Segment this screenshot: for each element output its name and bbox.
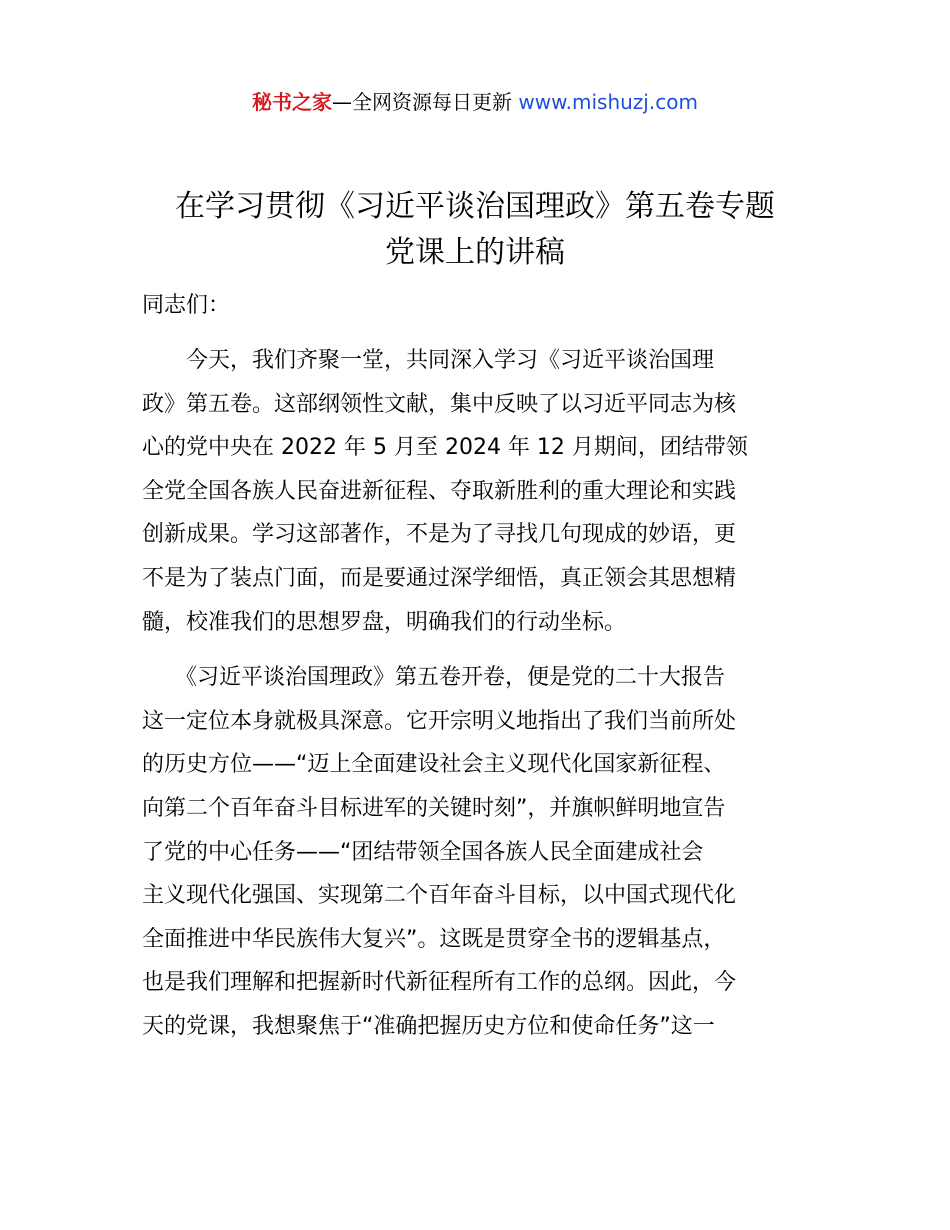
paragraph-line: 的历史方位——“迈上全面建设社会主义现代化国家新征程、 — [142, 752, 726, 778]
paragraph-line: 向第二个百年奋斗目标进军的关键时刻”，并旗帜鲜明地宣告 — [142, 795, 726, 821]
paragraph-line: 这一定位本身就极具深意。它开宗明义地指出了我们当前所处 — [142, 708, 737, 734]
greeting: 同志们： — [142, 293, 231, 318]
paragraph-line: 全面推进中华民族伟大复兴”。这既是贯穿全书的逻辑基点， — [142, 926, 726, 952]
paragraph-line: 全党全国各族人民奋进新征程、夺取新胜利的重大理论和实践 — [142, 478, 737, 504]
paragraph-1 — [142, 339, 822, 644]
site-brand: 秘书之家 — [252, 90, 333, 114]
paragraph-line: 政》第五卷。这部纲领性文献，集中反映了以习近平同志为核 — [142, 391, 737, 417]
paragraph-line: 了党的中心任务——“团结带领全国各族人民全面建成社会 — [142, 839, 704, 865]
paragraph-line: 今天，我们齐聚一堂，共同深入学习《习近平谈治国理 — [142, 348, 715, 373]
site-header — [0, 88, 950, 116]
title-line: 在学习贯彻《习近平谈治国理政》第五卷专题 — [175, 189, 775, 224]
paragraph-line: 主义现代化强国、实现第二个百年奋斗目标，以中国式现代化 — [142, 883, 737, 909]
site-url-link[interactable]: www.mishuzj.com — [518, 90, 698, 114]
document-title — [60, 184, 890, 276]
paragraph-line: 不是为了装点门面，而是要通过深学细悟，真正领会其思想精 — [142, 565, 737, 591]
paragraph-line: 心的党中央在 2022 年 5 月至 2024 年 12 月期间，团结带领 — [142, 435, 748, 461]
paragraph-line: 创新成果。学习这部著作，不是为了寻找几句现成的妙语，更 — [142, 522, 737, 548]
paragraph-line: 《习近平谈治国理政》第五卷开卷，便是党的二十大报告 — [142, 665, 726, 691]
paragraph-2 — [142, 656, 822, 1048]
paragraph-line: 髓，校准我们的思想罗盘，明确我们的行动坐标。 — [142, 609, 627, 635]
title-line: 党课上的讲稿 — [385, 235, 565, 270]
document-body — [142, 284, 822, 1049]
paragraph-line: 天的党课，我想聚焦于“准确把握历史方位和使命任务”这一 — [142, 1013, 715, 1039]
site-tagline: —全网资源每日更新 — [332, 90, 513, 114]
paragraph-line: 也是我们理解和把握新时代新征程所有工作的总纲。因此，今 — [142, 970, 737, 996]
